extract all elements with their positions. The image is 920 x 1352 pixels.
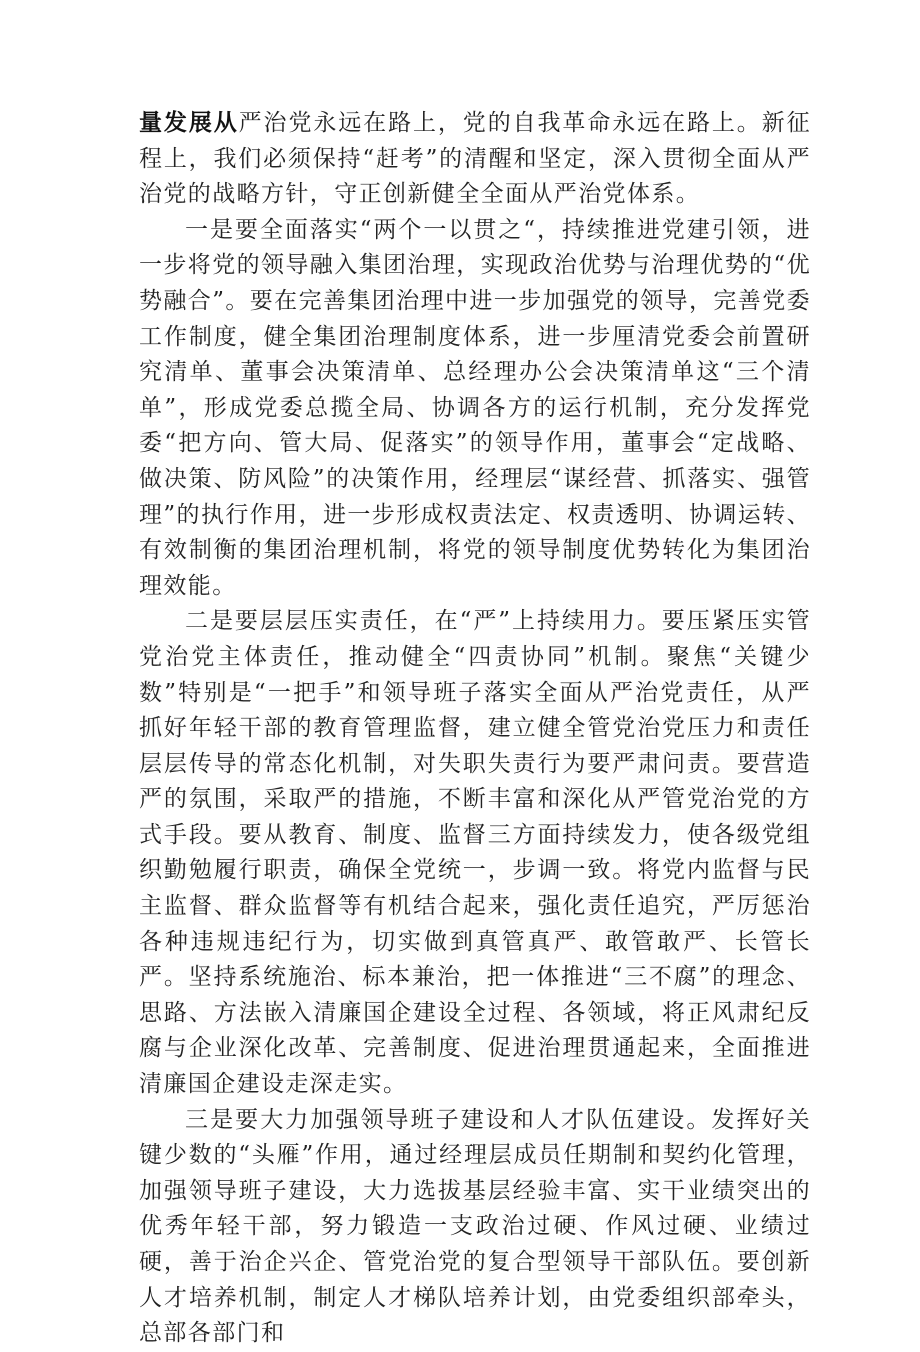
paragraph-lead-text: 量发展从 xyxy=(139,110,239,136)
document-body xyxy=(139,106,811,1352)
paragraph-point-two: 二是要层层压实责任，在“严”上持续用力。要压紧压实管党治党主体责任，推动健全“四责协同”机制。聚焦“关键少数”特别是“一把手”和领导班子落实全面从严治党责任，从严抓好年轻干部的教育管理监督，建立健全管党治党压力和责任层层传导的常态化机制，对失职失责行为要严肃问责。要营造严的氛围，采取严的措施，不断丰富和深化从严管党治党的方式手段。要从教育、制度、监督三方面持续发力，使各级党组织勤勉履行职责，确保全党统一，步调一致。将党内监督与民主监督、群众监督等有机结合起来，强化责任追究，严厉惩治各种违规违纪行为，切实做到真管真严、敢管敢严、长管长严。坚持系统施治、标本兼治，把一体推进“三不腐”的理念、思路、方法嵌入清廉国企建设全过程、各领域，将正风肃纪反腐与企业深化改革、完善制度、促进治理贯通起来，全面推进清廉国企建设走深走实。 xyxy=(139,608,811,1098)
paragraph-point-one: 一是要全面落实“两个一以贯之“，持续推进党建引领，进一步将党的领导融入集团治理，实现政治优势与治理优势的“优势融合”。要在完善集团治理中进一步加强党的领导，完善党委工作制度，健全集团治理制度体系，进一步厘清党委会前置研究清单、董事会决策清单、总经理办公会决策清单这“三个清单”，形成党委总揽全局、协调各方的运行机制，充分发挥党委“把方向、管大局、促落实”的领导作用，董事会“定战略、做决策、防风险”的决策作用，经理层“谋经营、抓落实、强管理”的执行作用，进一步形成权责法定、权责透明、协调运转、有效制衡的集团治理机制，将党的领导制度优势转化为集团治理效能。 xyxy=(139,216,811,599)
paragraph-intro xyxy=(139,106,811,213)
paragraph-point-three: 三是要大力加强领导班子建设和人才队伍建设。发挥好关键少数的“头雁”作用，通过经理层成员任期制和契约化管理，加强领导班子建设，大力选拔基层经验丰富、实干业绩突出的优秀年轻干部，努力锻造一支政治过硬、作风过硬、业绩过硬，善于治企兴企、管党治党的复合型领导干部队伍。要创新人才培养机制，制定人才梯队培养计划，由党委组织部牵头，总部各部门和 xyxy=(139,1106,811,1347)
paragraph-text: 严治党永远在路上，党的自我革命永远在路上。新征程上，我们必须保持“赶考”的清醒和坚定，深入贯彻全面从严治党的战略方针，守正创新健全全面从严治党体系。 xyxy=(139,110,811,208)
